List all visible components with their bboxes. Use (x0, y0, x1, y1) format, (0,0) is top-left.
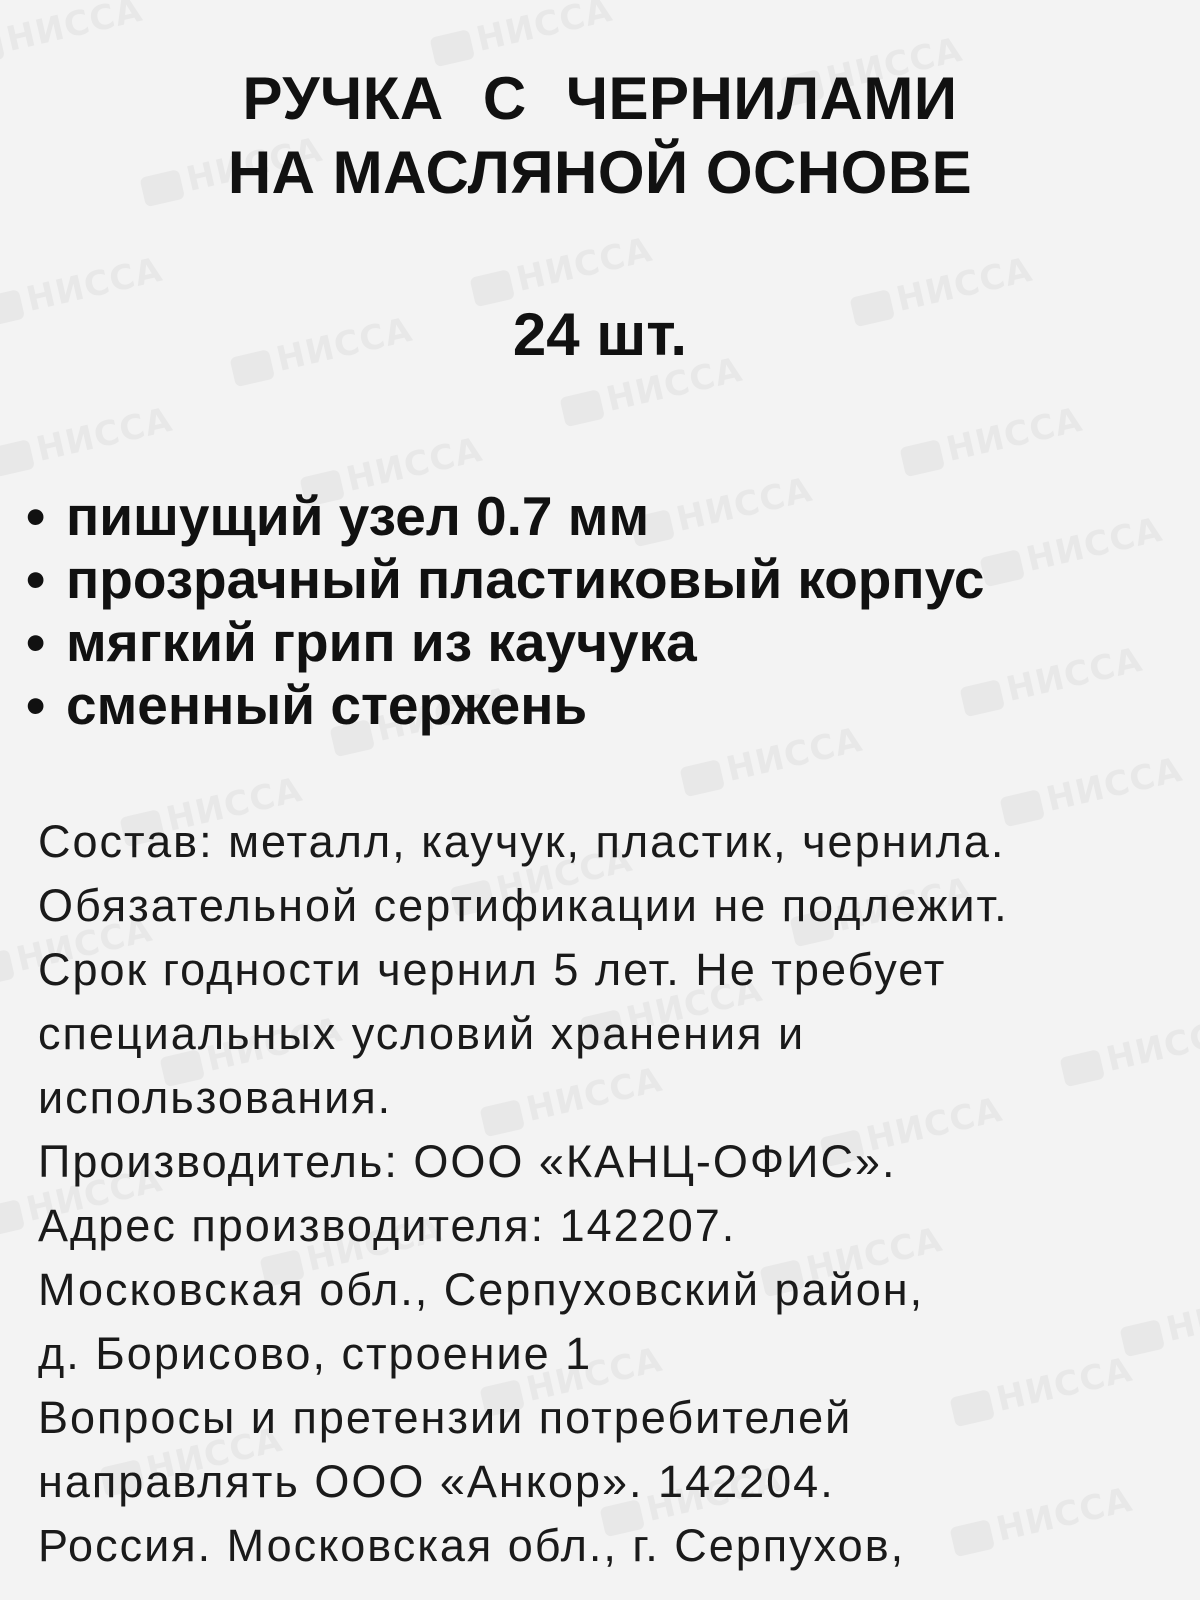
info-line: направлять ООО «Анкор». 142204. (38, 1456, 835, 1507)
info-line: Производитель: ООО «КАНЦ-ОФИС». (38, 1136, 897, 1187)
package-count: 24 шт. (512, 301, 688, 368)
watermark (978, 510, 1166, 590)
product-info-text (38, 810, 1188, 1578)
info-line: использования. (38, 1072, 393, 1123)
watermark (898, 400, 1086, 480)
product-title-line-1: РУЧКА С ЧЕРНИЛАМИ (242, 65, 958, 132)
watermark (0, 400, 176, 480)
info-line: Московская обл., Серпуховский район, (38, 1264, 925, 1315)
watermark (428, 0, 616, 70)
feature-text: мягкий грип из каучука (66, 611, 697, 673)
bullet-icon: • (26, 674, 46, 736)
bullet-icon: • (26, 548, 46, 610)
feature-item (26, 548, 984, 611)
info-line: Адрес производителя: 142207. (38, 1200, 737, 1251)
product-title-line-2: НА МАСЛЯНОЙ ОСНОВЕ (227, 139, 973, 206)
watermark (958, 640, 1146, 720)
bullet-icon: • (26, 485, 46, 547)
feature-list (26, 485, 984, 737)
bullet-icon: • (26, 611, 46, 673)
info-line: специальных условий хранения и (38, 1008, 806, 1059)
info-line: Состав: металл, каучук, пластик, чернила. (38, 816, 1006, 867)
product-title (0, 62, 1200, 210)
info-line: Россия. Московская обл., г. Серпухов, (38, 1520, 906, 1571)
feature-text: сменный стержень (66, 674, 588, 736)
feature-item (26, 674, 984, 737)
feature-item (26, 485, 984, 548)
watermark (0, 0, 146, 70)
info-line: Обязательной сертификации не подлежит. (38, 880, 1009, 931)
watermark (468, 230, 656, 310)
info-line: Срок годности чернил 5 лет. Не требует (38, 944, 947, 995)
feature-item (26, 611, 984, 674)
info-line: Вопросы и претензии потребителей (38, 1392, 853, 1443)
feature-text: прозрачный пластиковый корпус (66, 548, 985, 610)
info-line: д. Борисово, строение 1 (38, 1328, 593, 1379)
feature-text: пишущий узел 0.7 мм (66, 485, 650, 547)
